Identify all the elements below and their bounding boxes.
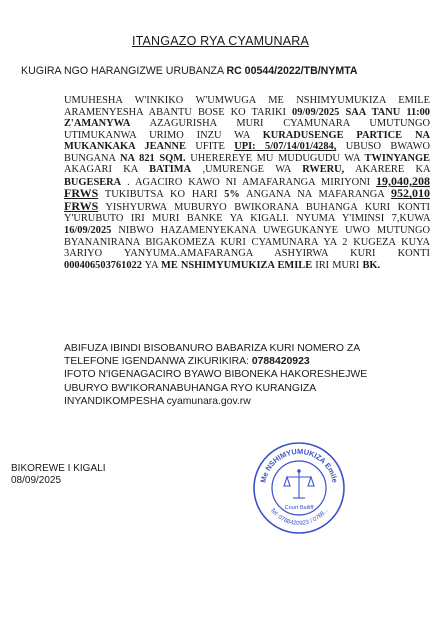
stamp-ring-top-text: Me NSHIMYUMUKIZA Emile [258,446,340,484]
body-text: AKARERE KA [355,164,430,176]
bailiff-name: ME NSHIMYUMUKIZA EMILE [268,95,430,106]
property-value: 19,040,208 FRWS [64,173,430,201]
stamp-center-label: Court Bailiff [284,505,314,511]
scales-of-justice-icon [284,470,314,498]
body-text: NIBWO HAZAMENYEKANA UWEGUKANYE UWO MUTUNGO BYANANIRANA BIGAKOMEZA KURI CYAMUNARA YA 2 KUGEZA KUYA 3ARIYO YANYUMA.AMAFARANGA ASHYIRWA KURI KONTI [64,225,430,260]
body-text: ARAMENYESHA ABANTU BOSE KO TARIKI [64,106,286,118]
case-reference-lead: KUGIRA NGO HARANGIZWE URUBANZA [21,65,224,77]
body-text: IRI MURI [315,259,360,271]
contact-line [64,355,424,368]
guarantee-percent: 5% [224,189,240,201]
contact-text: TELEFONE IGENDANWA ZIKURIKIRA: [64,356,249,368]
body-text: TUKIBUTSA KO HARI [104,189,218,201]
owner-name: KURADUSENGE PARTICE NA MUKANKAKA JEANNE [64,129,430,153]
body-text: UBUSO BWAWO BUNGANA [64,141,430,164]
account-number: 000406503761022 [64,259,142,271]
district-name: BUGESERA [64,176,122,188]
body-text: NYUMA Y'IMINSI 7,KUWA [296,213,430,225]
announcement-body [64,95,430,271]
body-text: UHEREREYE MU MUDUGUDU WA [190,152,360,164]
body-text: . AGACIRO KAWO NI AMAFARANGA MIRIYONI [127,176,371,188]
contact-text: INYANDIKOMPESHA [64,395,164,407]
issue-date: 08/09/2025 [11,475,62,486]
issue-place: BIKOREWE I KIGALI [11,463,106,474]
followup-date: 16/09/2025 [64,225,112,237]
property-area: NA 821 SQM. [120,152,186,164]
village-name: TWINYANGE [364,152,430,164]
contact-line [64,395,424,408]
website-link[interactable]: cyamunara.gov.rw [166,395,251,407]
contact-line: ABIFUZA IBINDI BISOBANURO BABARIZA KURI NOMERO ZA [64,343,361,354]
body-text: YISHYURWA MUBURYO BWIKORANA BUHANGA KURI KONTI Y'URUBUTO IRI MURI BANKE YA KIGALI. [64,201,430,225]
bank-name: BK. [362,259,381,271]
upi-number: UPI: 5/07/14/01/4284, [234,141,337,153]
case-number: RC 00544/2022/TB/NYMTA [226,65,358,77]
guarantee-amount: 952,010 FRWS [64,186,430,213]
sector-name: RWERU, [302,164,345,176]
contact-section [64,342,424,408]
stamp-ring-bottom-text: Tel: 0788420923 / 0788... [268,507,330,528]
auction-date: 09/09/2025 [292,106,340,118]
body-text: AZAGURISHA MURI CYAMUNARA UMUTUNGO UTIMUKANWA URIMO INZU WA [64,118,430,141]
cell-name: BATIMA [149,164,192,176]
body-text: ,UMURENGE WA [202,164,291,176]
case-reference-line [21,65,358,77]
contact-line: UBURYO BW'IKORANABUHANGA RYO KURANGIZA [64,382,317,394]
body-text: AKAGARI KA [64,164,138,176]
body-text: Z'AMANYWA [64,118,131,130]
body-text: UFITE [195,141,225,153]
body-text: ANGANA NA MAFARANGA [245,189,385,201]
auction-time: SAA TANU 11:00 [345,106,430,118]
announcement-title: ITANGAZO RYA CYAMUNARA [131,34,310,48]
phone-number: 0788420923 [251,356,310,368]
contact-line: IFOTO N'IGENAGACIRO BYAWO BIBONEKA HAKORESHEJWE [64,369,368,381]
body-text: UMUHESHA W'INKIKO W'UMWUGA [64,95,256,106]
signature-block [11,463,105,487]
body-text: YA [144,259,158,271]
official-stamp [251,440,347,536]
account-holder: ME NSHIMYUMUKIZA EMILE [161,259,313,271]
